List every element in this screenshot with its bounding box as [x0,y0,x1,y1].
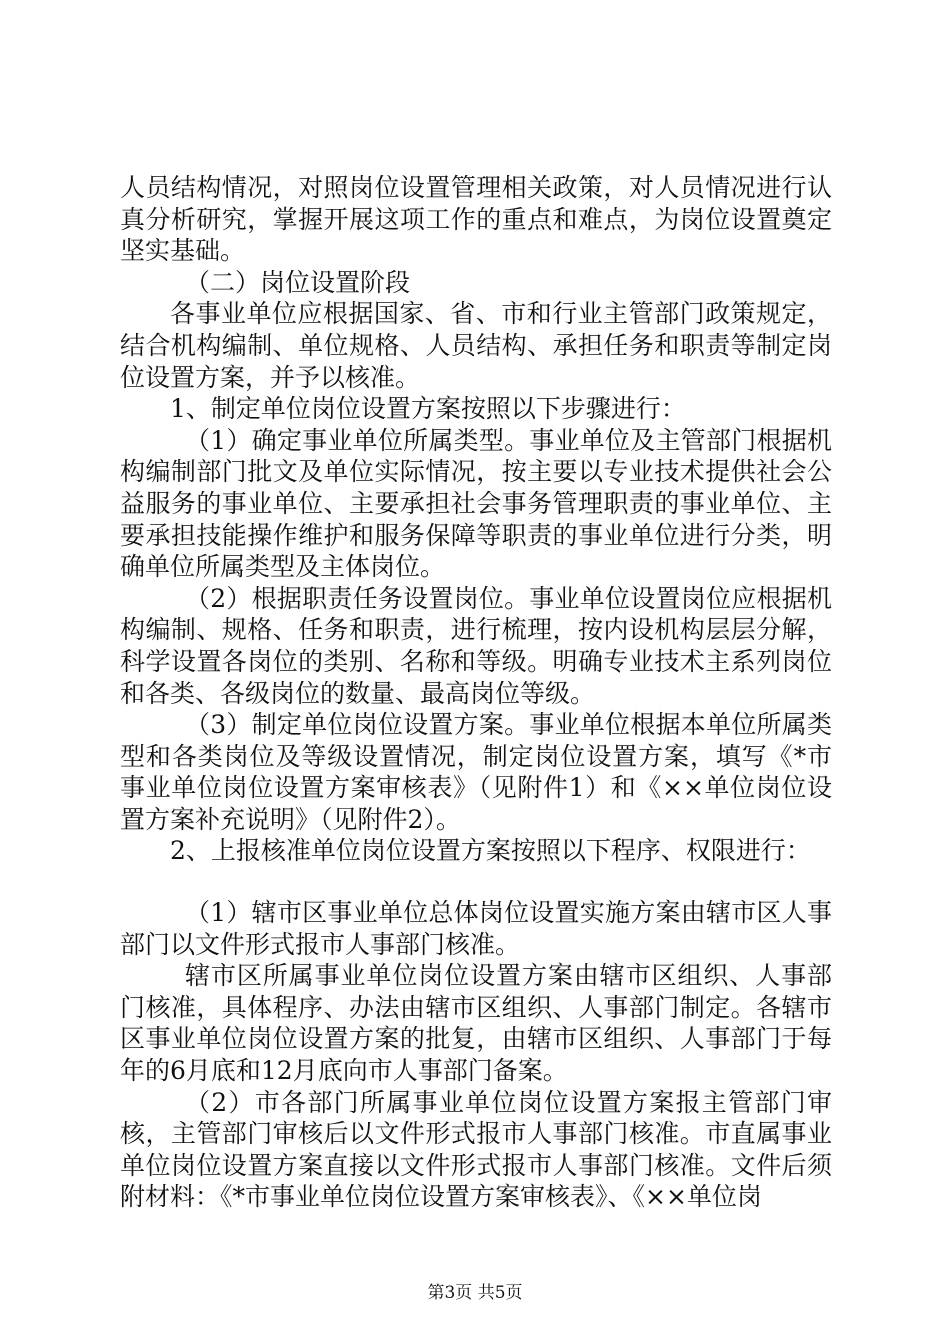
blank-line [120,867,832,897]
page-number-footer: 第3页 共5页 [427,1283,523,1303]
paragraph: （1）确定事业单位所属类型。事业单位及主管部门根据机构编制部门批文及单位实际情况，按主要以专业技术提供社会公益服务的事业单位、主要承担社会事务管理职责的事业单位、主要承担技能操作维护和服务保障等职责的事业单位进行分类，明确单位所属类型及主体岗位。 [120,425,832,582]
paragraph: （3）制定单位岗位设置方案。事业单位根据本单位所属类型和各类岗位及等级设置情况，制定岗位设置方案，填写《*市事业单位岗位设置方案审核表》（见附件1）和《××单位岗位设置方案补充说明》（见附件2）。 [120,710,832,834]
paragraph-continuation: 人员结构情况，对照岗位设置管理相关政策，对人员情况进行认真分析研究，掌握开展这项工作的重点和难点，为岗位设置奠定坚实基础。 [120,173,832,266]
paragraph: 各事业单位应根据国家、省、市和行业主管部门政策规定，结合机构编制、单位规格、人员结构、承担任务和职责等制定岗位设置方案，并予以核准。 [120,299,832,392]
document-body [120,172,832,1213]
paragraph: （2）根据职责任务设置岗位。事业单位设置岗位应根据机构编制、规格、任务和职责，进行梳理，按内设机构层层分解，科学设置各岗位的类别、名称和等级。明确专业技术主系列岗位和各类、各级岗位的数量、最高岗位等级。 [120,583,832,708]
section-heading: （二）岗位设置阶段 [185,267,411,297]
paragraph: 辖市区所属事业单位岗位设置方案由辖市区组织、人事部门核准，具体程序、办法由辖市区组织、人事部门制定。各辖市区事业单位岗位设置方案的批复，由辖市区组织、人事部门于每年的6月底和12月底向市人事部门备案。 [120,961,832,1086]
step-heading: 2、上报核准单位岗位设置方案按照以下程序、权限进行： [170,836,811,866]
paragraph: （2）市各部门所属事业单位岗位设置方案报主管部门审核，主管部门审核后以文件形式报市人事部门核准。市直属事业单位岗位设置方案直接以文件形式报市人事部门核准。文件后须附材料：《*市事业单位岗位设置方案审核表》、《××单位岗 [120,1087,832,1212]
step-heading: 1、制定单位岗位设置方案按照以下步骤进行： [170,394,686,424]
paragraph: （1）辖市区事业单位总体岗位设置实施方案由辖市区人事部门以文件形式报市人事部门核准。 [120,898,832,959]
